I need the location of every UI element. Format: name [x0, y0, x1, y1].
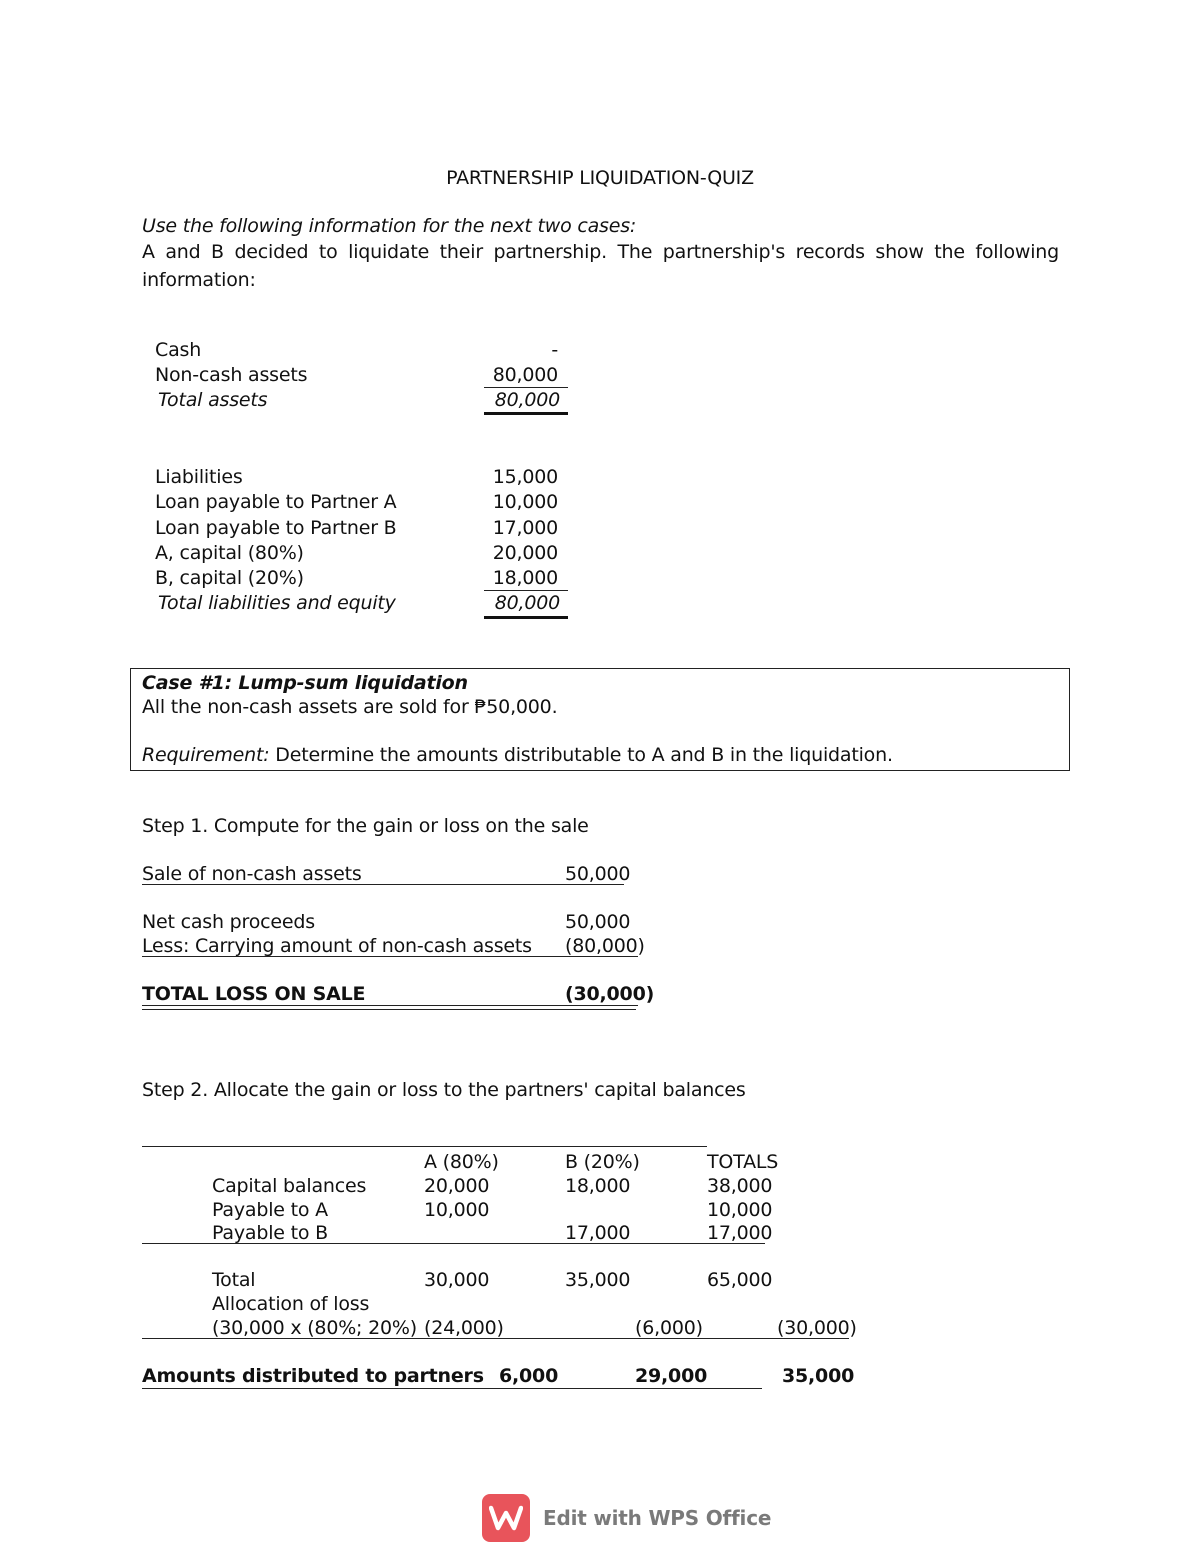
liability-value-3: 17,000	[492, 517, 558, 539]
total-label: Total	[212, 1269, 256, 1291]
liability-label-4: A, capital (80%)	[155, 542, 304, 564]
liability-value-2: 10,000	[492, 491, 558, 513]
col-b-header: B (20%)	[565, 1151, 640, 1173]
wps-logo-icon	[482, 1494, 530, 1542]
total-loss-underline-1	[142, 1005, 638, 1006]
step-2-heading: Step 2. Allocate the gain or loss to the partners' capital balances	[142, 1079, 746, 1101]
page-title: PARTNERSHIP LIQUIDATION-QUIZ	[446, 167, 754, 189]
liability-label-5: B, capital (20%)	[155, 567, 304, 589]
capital-b: 18,000	[565, 1175, 631, 1197]
payable-b-total: 17,000	[707, 1222, 773, 1244]
cash-label: Cash	[155, 339, 202, 361]
noncash-value: 80,000	[492, 364, 558, 386]
col-a-header: A (80%)	[424, 1151, 499, 1173]
payable-a-a: 10,000	[424, 1199, 490, 1221]
step-1-heading: Step 1. Compute for the gain or loss on the sale	[142, 815, 589, 837]
distributed-total: 35,000	[782, 1365, 855, 1387]
requirement-text: Determine the amounts distributable to A and B in the liquidation.	[269, 744, 893, 766]
liability-value-5: 18,000	[492, 567, 558, 589]
table-mid-rule	[142, 1243, 765, 1244]
case-1-heading: Case #1: Lump-sum liquidation	[142, 672, 468, 694]
total-le-double-rule	[484, 616, 568, 619]
payable-a-label: Payable to A	[212, 1199, 328, 1221]
total-b: 35,000	[565, 1269, 631, 1291]
total-loss-underline-2	[142, 1009, 636, 1010]
allocation-a: (24,000)	[424, 1317, 504, 1339]
total-assets-double-rule	[484, 412, 568, 415]
liability-label-3: Loan payable to Partner B	[155, 517, 397, 539]
total-loss-value: (30,000)	[565, 983, 655, 1005]
total-assets-value: 80,000	[494, 389, 560, 411]
distributed-underline	[142, 1388, 762, 1389]
sale-underline	[142, 884, 624, 885]
table-alloc-rule	[142, 1338, 849, 1339]
intro-instruction: Use the following information for the next two cases:	[142, 215, 637, 237]
allocation-label-1: Allocation of loss	[212, 1293, 370, 1315]
allocation-b: (6,000)	[635, 1317, 703, 1339]
carrying-amount-label: Less: Carrying amount of non-cash assets	[142, 935, 532, 957]
total-assets-label: Total assets	[158, 389, 268, 411]
requirement-label: Requirement:	[142, 744, 270, 766]
payable-b-b: 17,000	[565, 1222, 631, 1244]
carrying-underline	[142, 956, 638, 957]
net-proceeds-value: 50,000	[565, 911, 631, 933]
sale-label: Sale of non-cash assets	[142, 863, 362, 885]
allocation-label-2: (30,000 x (80%; 20%)	[212, 1317, 417, 1339]
total-le-label: Total liabilities and equity	[158, 592, 396, 614]
distributed-b: 29,000	[635, 1365, 708, 1387]
total-loss-label: TOTAL LOSS ON SALE	[142, 983, 366, 1005]
sale-value: 50,000	[565, 863, 631, 885]
liability-value-4: 20,000	[492, 542, 558, 564]
liability-label-1: Liabilities	[155, 466, 243, 488]
distributed-label: Amounts distributed to partners	[142, 1365, 484, 1387]
case-1-requirement	[142, 743, 893, 767]
case-1-text: All the non-cash assets are sold for ₱50,000.	[142, 696, 558, 718]
noncash-label: Non-cash assets	[155, 364, 308, 386]
cash-value: -	[551, 339, 558, 361]
payable-a-total: 10,000	[707, 1199, 773, 1221]
liability-value-1: 15,000	[492, 466, 558, 488]
total-le-value: 80,000	[494, 592, 560, 614]
capital-balances-label: Capital balances	[212, 1175, 367, 1197]
capital-total: 38,000	[707, 1175, 773, 1197]
wps-watermark-text: Edit with WPS Office	[543, 1506, 772, 1530]
capital-a: 20,000	[424, 1175, 490, 1197]
net-proceeds-label: Net cash proceeds	[142, 911, 315, 933]
liability-label-2: Loan payable to Partner A	[155, 491, 397, 513]
carrying-amount-value: (80,000)	[565, 935, 645, 957]
allocation-total: (30,000)	[777, 1317, 857, 1339]
table-top-rule	[142, 1146, 707, 1147]
total-a: 30,000	[424, 1269, 490, 1291]
payable-b-label: Payable to B	[212, 1222, 328, 1244]
col-totals-header: TOTALS	[707, 1151, 779, 1173]
distributed-a: 6,000	[499, 1365, 559, 1387]
total-total: 65,000	[707, 1269, 773, 1291]
intro-paragraph: A and B decided to liquidate their partnership. The partnership's records show the following information:	[142, 241, 1059, 291]
